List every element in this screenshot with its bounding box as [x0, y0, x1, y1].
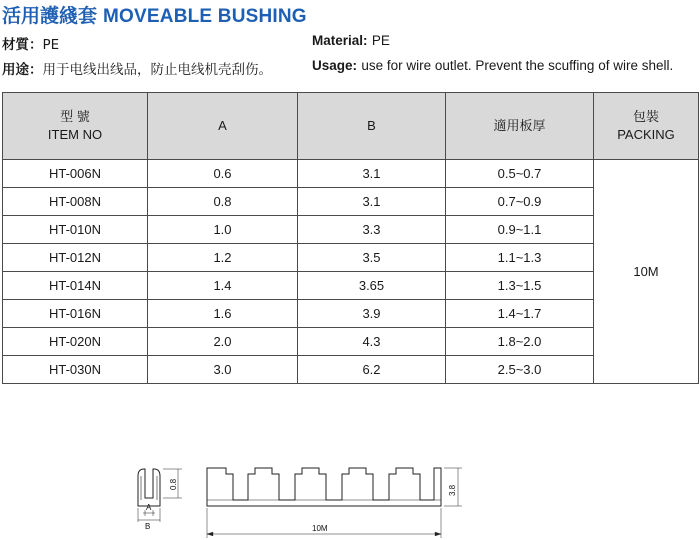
- side-profile-drawing: [207, 468, 462, 538]
- material-row: [2, 33, 390, 53]
- material-cn-value: PE: [42, 37, 60, 53]
- cell-item: HT-014N: [3, 272, 148, 300]
- cell-a: 3.0: [148, 356, 298, 384]
- cell-thickness: 0.9~1.1: [446, 216, 594, 244]
- title-en: MOVEABLE BUSHING: [103, 6, 307, 27]
- cell-a: 0.6: [148, 160, 298, 188]
- material-en-label: Material:: [312, 33, 368, 48]
- header-b-label: B: [367, 118, 376, 133]
- cell-item: HT-030N: [3, 356, 148, 384]
- header-a: [148, 93, 298, 160]
- dim-height-small-label: 0.8: [169, 478, 178, 490]
- header-item-no-cn: 型 號: [60, 109, 90, 124]
- cell-thickness: 1.3~1.5: [446, 272, 594, 300]
- usage-row: [2, 58, 674, 78]
- header-item-no: [3, 93, 148, 160]
- cell-thickness: 2.5~3.0: [446, 356, 594, 384]
- header-thickness: [446, 93, 594, 160]
- dim-height-profile-label: 3.8: [448, 484, 457, 496]
- header-packing-cn: 包裝: [632, 109, 659, 124]
- header-b: [298, 93, 446, 160]
- cell-item: HT-020N: [3, 328, 148, 356]
- title-cn: 活用護綫套: [2, 5, 98, 27]
- cell-b: 3.1: [298, 188, 446, 216]
- technical-drawing: [0, 450, 700, 540]
- header-packing: [594, 93, 699, 160]
- table-row: [3, 160, 699, 188]
- cell-b: 3.65: [298, 272, 446, 300]
- cross-section-drawing: [138, 469, 182, 522]
- page-title: [2, 1, 307, 27]
- cell-thickness: 0.7~0.9: [446, 188, 594, 216]
- cell-b: 3.1: [298, 160, 446, 188]
- usage-cn-label: 用途：: [2, 62, 43, 78]
- cell-thickness: 1.1~1.3: [446, 244, 594, 272]
- cell-b: 4.3: [298, 328, 446, 356]
- material-cn-label: 材質：: [2, 37, 43, 53]
- header-thickness-label: 適用板厚: [493, 118, 546, 133]
- header-packing-en: PACKING: [617, 127, 675, 142]
- dim-b-label: B: [145, 522, 151, 531]
- cell-a: 1.2: [148, 244, 298, 272]
- cell-item: HT-006N: [3, 160, 148, 188]
- cell-item: HT-010N: [3, 216, 148, 244]
- spec-table: [2, 92, 699, 384]
- header-item-no-en: ITEM NO: [47, 127, 103, 142]
- header-a-label: A: [218, 118, 227, 133]
- cell-b: 3.3: [298, 216, 446, 244]
- cell-a: 1.6: [148, 300, 298, 328]
- cell-item: HT-016N: [3, 300, 148, 328]
- cell-b: 3.5: [298, 244, 446, 272]
- cell-a: 1.0: [148, 216, 298, 244]
- cell-item: HT-008N: [3, 188, 148, 216]
- cell-thickness: 0.5~0.7: [446, 160, 594, 188]
- cell-item: HT-012N: [3, 244, 148, 272]
- usage-en-label: Usage:: [312, 58, 358, 73]
- cell-a: 2.0: [148, 328, 298, 356]
- usage-en-value: use for wire outlet. Prevent the scuffing of wire shell.: [361, 58, 674, 73]
- material-en-value: PE: [371, 33, 390, 48]
- table-header-row: [3, 93, 699, 160]
- dim-length-label: 10M: [312, 524, 328, 533]
- usage-cn-value: 用于电线出线品，防止电线机壳刮伤。: [42, 62, 272, 78]
- dim-a-label: A: [146, 503, 152, 512]
- cell-b: 6.2: [298, 356, 446, 384]
- cell-b: 3.9: [298, 300, 446, 328]
- cell-packing: 10M: [594, 160, 699, 384]
- cell-a: 1.4: [148, 272, 298, 300]
- cell-thickness: 1.4~1.7: [446, 300, 594, 328]
- cell-thickness: 1.8~2.0: [446, 328, 594, 356]
- cell-a: 0.8: [148, 188, 298, 216]
